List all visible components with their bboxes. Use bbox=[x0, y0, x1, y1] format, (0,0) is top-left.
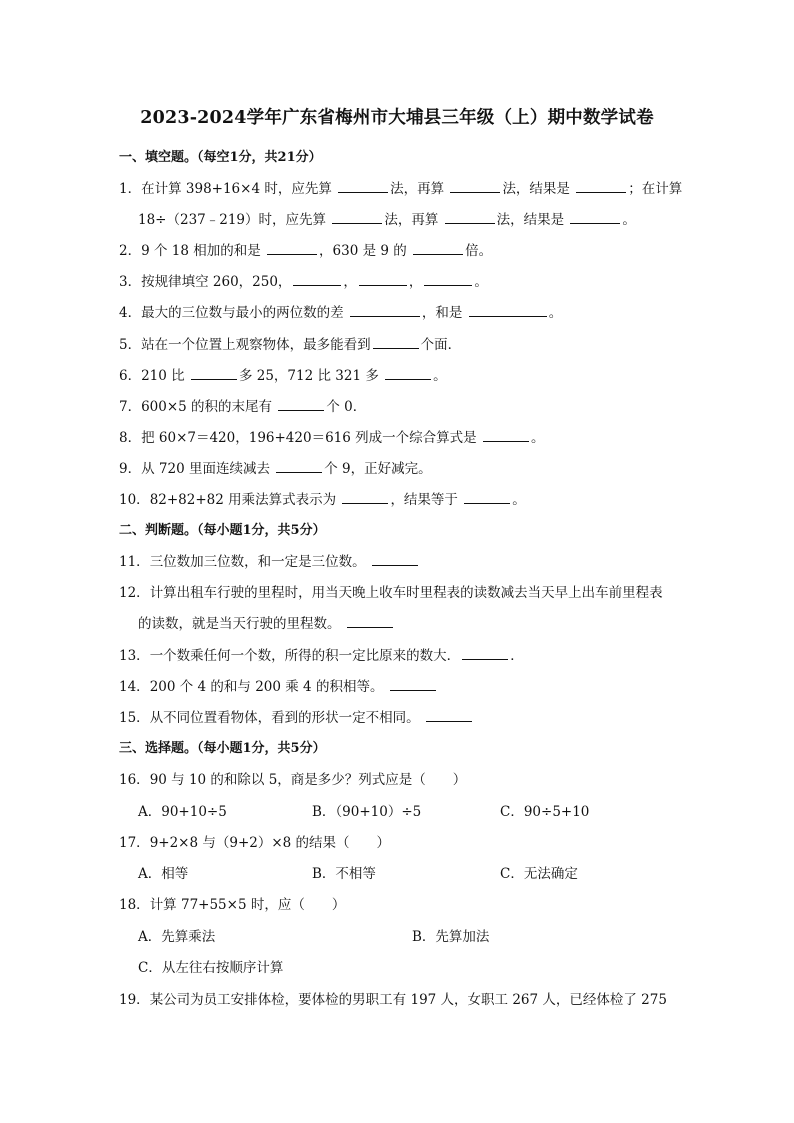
choice-c[interactable]: C．90÷5+10 bbox=[500, 804, 590, 820]
answer-blank[interactable] bbox=[462, 647, 508, 660]
question-1: 1．在计算 398+16×4 时，应先算 法，再算 法，结果是 ；在计算 bbox=[119, 181, 683, 197]
answer-blank[interactable] bbox=[570, 211, 620, 224]
choice-a[interactable]: A．相等 bbox=[138, 866, 189, 882]
answer-blank[interactable] bbox=[576, 180, 626, 193]
question-4: 4．最大的三位数与最小的两位数的差 ，和是 。 bbox=[119, 305, 563, 321]
question-14: 14．200 个 4 的和与 200 乘 4 的积相等。 bbox=[119, 675, 438, 695]
choice-b[interactable]: B．不相等 bbox=[312, 866, 376, 882]
answer-blank[interactable] bbox=[278, 398, 324, 411]
question-15: 15．从不同位置看物体，看到的形状一定不相同。 bbox=[119, 706, 474, 726]
question-2: 2．9 个 18 相加的和是 ，630 是 9 的 倍。 bbox=[119, 243, 493, 259]
question-1-cont: 18÷（237﹣219）时，应先算 法，再算 法，结果是 。 bbox=[138, 212, 636, 228]
answer-blank[interactable] bbox=[359, 273, 407, 286]
choice-a[interactable]: A．先算乘法 bbox=[138, 929, 216, 945]
answer-blank[interactable] bbox=[338, 180, 388, 193]
question-17: 17．9+2×8 与（9+2）×8 的结果（ ） bbox=[119, 835, 391, 851]
answer-blank[interactable] bbox=[373, 336, 419, 349]
answer-blank[interactable] bbox=[413, 242, 463, 255]
choice-c[interactable]: C．从左往右按顺序计算 bbox=[138, 960, 284, 976]
answer-blank[interactable] bbox=[426, 709, 472, 722]
question-5: 5．站在一个位置上观察物体，最多能看到 个面． bbox=[119, 337, 462, 353]
exam-title: 2023-2024学年广东省梅州市大埔县三年级（上）期中数学试卷 bbox=[140, 108, 654, 128]
answer-blank[interactable] bbox=[350, 304, 420, 317]
question-11: 11．三位数加三位数，和一定是三位数。 bbox=[119, 550, 420, 570]
question-16: 16．90 与 10 的和除以 5，商是多少？列式应是（ ） bbox=[119, 772, 467, 788]
answer-blank[interactable] bbox=[332, 211, 382, 224]
question-12-cont: 的读数，就是当天行驶的里程数。 bbox=[138, 612, 395, 632]
answer-blank[interactable] bbox=[483, 429, 529, 442]
answer-blank[interactable] bbox=[390, 678, 436, 691]
answer-blank[interactable] bbox=[464, 491, 510, 504]
answer-blank[interactable] bbox=[267, 242, 317, 255]
section-fill-blank: 一、填空题。（每空1分，共21分） bbox=[119, 150, 322, 165]
question-18: 18．计算 77+55×5 时，应（ ） bbox=[119, 897, 346, 913]
question-8: 8．把 60×7＝420，196+420＝616 列成一个综合算式是 。 bbox=[119, 430, 545, 446]
question-3: 3．按规律填空 260，250， ， ， 。 bbox=[119, 274, 488, 290]
answer-blank[interactable] bbox=[276, 460, 322, 473]
answer-blank[interactable] bbox=[424, 273, 472, 286]
choice-c[interactable]: C．无法确定 bbox=[500, 866, 578, 882]
question-6: 6．210 比 多 25，712 比 321 多 。 bbox=[119, 368, 447, 384]
answer-blank[interactable] bbox=[450, 180, 500, 193]
section-true-false: 二、判断题。（每小题1分，共5分） bbox=[119, 523, 326, 538]
answer-blank[interactable] bbox=[445, 211, 495, 224]
choice-b[interactable]: B．先算加法 bbox=[412, 929, 490, 945]
answer-blank[interactable] bbox=[469, 304, 547, 317]
question-10: 10．82+82+82 用乘法算式表示为 ，结果等于 。 bbox=[119, 492, 526, 508]
question-12: 12．计算出租车行驶的里程时，用当天晚上收车时里程表的读数减去当天早上出车前里程表 bbox=[119, 585, 663, 601]
answer-blank[interactable] bbox=[372, 553, 418, 566]
answer-blank[interactable] bbox=[347, 615, 393, 628]
answer-blank[interactable] bbox=[293, 273, 341, 286]
question-19: 19．某公司为员工安排体检，要体检的男职工有 197 人，女职工 267 人，已经体检了 275 bbox=[119, 992, 667, 1008]
choice-b[interactable]: B．（90+10）÷5 bbox=[312, 804, 422, 820]
section-multiple-choice: 三、选择题。（每小题1分，共5分） bbox=[119, 741, 326, 756]
answer-blank[interactable] bbox=[191, 367, 237, 380]
question-7: 7．600×5 的积的末尾有 个 0． bbox=[119, 399, 367, 415]
question-13: 13．一个数乘任何一个数，所得的积一定比原来的数大． ． bbox=[119, 648, 524, 664]
answer-blank[interactable] bbox=[342, 491, 388, 504]
answer-blank[interactable] bbox=[385, 367, 431, 380]
question-9: 9．从 720 里面连续减去 个 9，正好减完。 bbox=[119, 461, 432, 477]
choice-a[interactable]: A．90+10÷5 bbox=[138, 804, 227, 820]
